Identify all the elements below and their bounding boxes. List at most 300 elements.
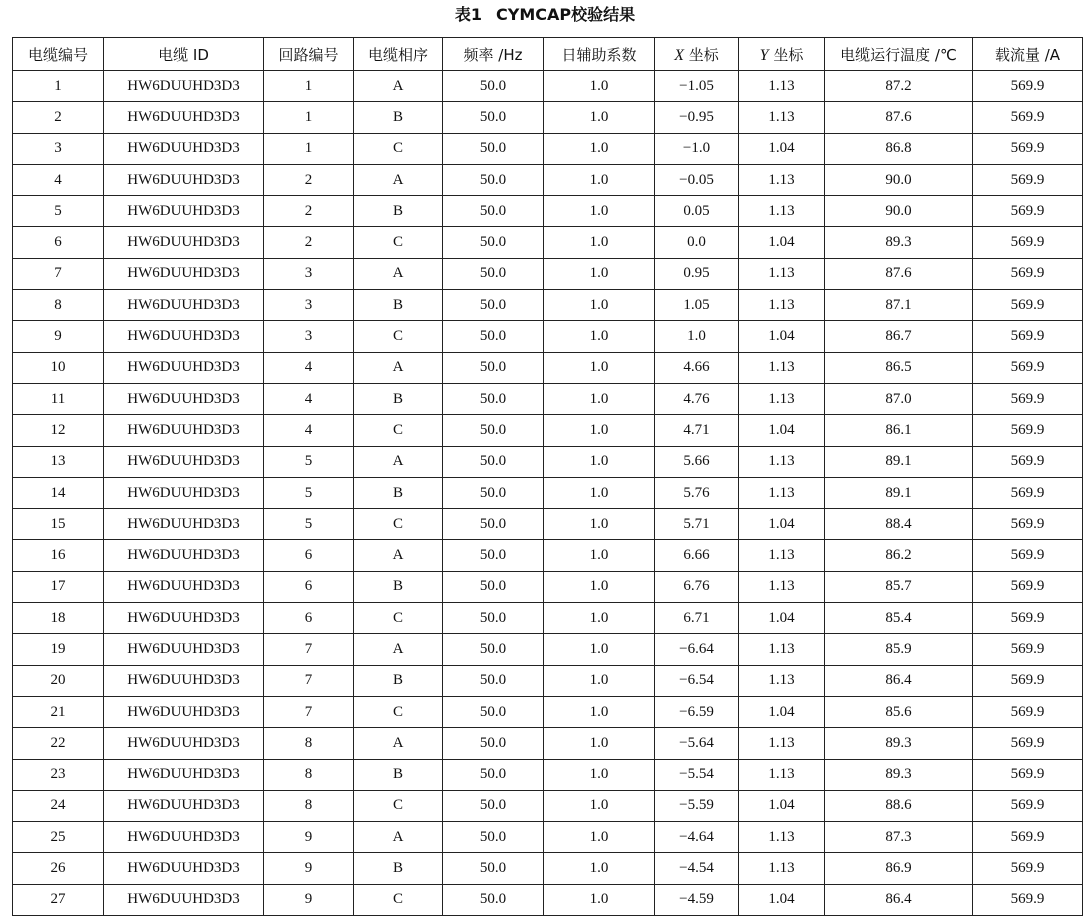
cell-cable-no: 18 bbox=[13, 603, 104, 634]
table-row bbox=[13, 71, 1083, 102]
cell-frequency: 50.0 bbox=[443, 383, 544, 414]
cell-phase: B bbox=[354, 853, 443, 884]
cell-temperature: 87.6 bbox=[825, 258, 973, 289]
cell-phase: A bbox=[354, 634, 443, 665]
cell-cable-id: HW6DUUHD3D3 bbox=[104, 822, 264, 853]
cell-y-coord: 1.04 bbox=[739, 603, 825, 634]
cell-temperature: 87.2 bbox=[825, 71, 973, 102]
table-row bbox=[13, 164, 1083, 195]
cell-y-coord: 1.13 bbox=[739, 822, 825, 853]
cell-x-coord: −4.59 bbox=[655, 884, 739, 915]
table-row bbox=[13, 196, 1083, 227]
col-header-daily-factor: 日辅助系数 bbox=[544, 38, 655, 71]
cell-ampacity: 569.9 bbox=[973, 258, 1083, 289]
table-row bbox=[13, 290, 1083, 321]
cell-temperature: 90.0 bbox=[825, 196, 973, 227]
cell-frequency: 50.0 bbox=[443, 728, 544, 759]
cell-cable-no: 5 bbox=[13, 196, 104, 227]
cell-cable-id: HW6DUUHD3D3 bbox=[104, 540, 264, 571]
cell-cable-id: HW6DUUHD3D3 bbox=[104, 383, 264, 414]
cell-phase: A bbox=[354, 71, 443, 102]
cell-temperature: 87.1 bbox=[825, 290, 973, 321]
cell-y-coord: 1.13 bbox=[739, 258, 825, 289]
table-row bbox=[13, 133, 1083, 164]
table-row bbox=[13, 571, 1083, 602]
cell-daily-factor: 1.0 bbox=[544, 258, 655, 289]
cell-y-coord: 1.13 bbox=[739, 571, 825, 602]
cell-x-coord: 0.05 bbox=[655, 196, 739, 227]
cell-y-coord: 1.04 bbox=[739, 227, 825, 258]
cell-cable-no: 11 bbox=[13, 383, 104, 414]
cell-x-coord: 6.76 bbox=[655, 571, 739, 602]
cell-circuit-no: 4 bbox=[264, 415, 354, 446]
cell-cable-id: HW6DUUHD3D3 bbox=[104, 884, 264, 915]
table-row bbox=[13, 415, 1083, 446]
cell-daily-factor: 1.0 bbox=[544, 196, 655, 227]
cell-x-coord: 4.71 bbox=[655, 415, 739, 446]
cell-phase: C bbox=[354, 133, 443, 164]
cell-frequency: 50.0 bbox=[443, 790, 544, 821]
cell-cable-no: 24 bbox=[13, 790, 104, 821]
cell-frequency: 50.0 bbox=[443, 759, 544, 790]
cell-temperature: 89.1 bbox=[825, 446, 973, 477]
cell-daily-factor: 1.0 bbox=[544, 759, 655, 790]
table-row bbox=[13, 728, 1083, 759]
cell-cable-id: HW6DUUHD3D3 bbox=[104, 696, 264, 727]
cell-circuit-no: 6 bbox=[264, 571, 354, 602]
cell-frequency: 50.0 bbox=[443, 540, 544, 571]
cell-phase: B bbox=[354, 383, 443, 414]
cell-x-coord: −6.64 bbox=[655, 634, 739, 665]
cell-temperature: 85.9 bbox=[825, 634, 973, 665]
cell-daily-factor: 1.0 bbox=[544, 540, 655, 571]
cell-x-coord: −6.54 bbox=[655, 665, 739, 696]
cell-ampacity: 569.9 bbox=[973, 540, 1083, 571]
cell-x-coord: −4.54 bbox=[655, 853, 739, 884]
cell-circuit-no: 9 bbox=[264, 853, 354, 884]
cell-cable-id: HW6DUUHD3D3 bbox=[104, 790, 264, 821]
cell-frequency: 50.0 bbox=[443, 196, 544, 227]
cell-ampacity: 569.9 bbox=[973, 603, 1083, 634]
cell-cable-id: HW6DUUHD3D3 bbox=[104, 321, 264, 352]
cell-x-coord: −1.05 bbox=[655, 71, 739, 102]
cell-frequency: 50.0 bbox=[443, 321, 544, 352]
cell-frequency: 50.0 bbox=[443, 696, 544, 727]
cell-daily-factor: 1.0 bbox=[544, 665, 655, 696]
cell-y-coord: 1.13 bbox=[739, 352, 825, 383]
cell-daily-factor: 1.0 bbox=[544, 603, 655, 634]
cell-y-coord: 1.13 bbox=[739, 477, 825, 508]
cell-cable-id: HW6DUUHD3D3 bbox=[104, 853, 264, 884]
cell-temperature: 89.3 bbox=[825, 227, 973, 258]
cell-temperature: 86.5 bbox=[825, 352, 973, 383]
cell-daily-factor: 1.0 bbox=[544, 71, 655, 102]
cell-circuit-no: 4 bbox=[264, 352, 354, 383]
cell-phase: B bbox=[354, 759, 443, 790]
cell-daily-factor: 1.0 bbox=[544, 415, 655, 446]
cell-daily-factor: 1.0 bbox=[544, 352, 655, 383]
cell-x-coord: 6.66 bbox=[655, 540, 739, 571]
cell-daily-factor: 1.0 bbox=[544, 227, 655, 258]
cell-circuit-no: 1 bbox=[264, 102, 354, 133]
cell-daily-factor: 1.0 bbox=[544, 290, 655, 321]
cell-ampacity: 569.9 bbox=[973, 822, 1083, 853]
cell-cable-id: HW6DUUHD3D3 bbox=[104, 728, 264, 759]
cell-phase: A bbox=[354, 258, 443, 289]
cell-phase: A bbox=[354, 728, 443, 759]
cell-y-coord: 1.04 bbox=[739, 790, 825, 821]
cell-y-coord: 1.13 bbox=[739, 71, 825, 102]
cell-circuit-no: 5 bbox=[264, 509, 354, 540]
cell-daily-factor: 1.0 bbox=[544, 477, 655, 508]
cell-phase: C bbox=[354, 415, 443, 446]
cell-temperature: 86.7 bbox=[825, 321, 973, 352]
cell-cable-no: 7 bbox=[13, 258, 104, 289]
cell-phase: B bbox=[354, 196, 443, 227]
cell-temperature: 86.9 bbox=[825, 853, 973, 884]
col-header-y-coord: Y 坐标 bbox=[739, 38, 825, 71]
col-header-phase: 电缆相序 bbox=[354, 38, 443, 71]
table-number: 表1 bbox=[454, 5, 483, 24]
table-row bbox=[13, 352, 1083, 383]
cell-circuit-no: 8 bbox=[264, 759, 354, 790]
cell-x-coord: −5.64 bbox=[655, 728, 739, 759]
cell-cable-no: 2 bbox=[13, 102, 104, 133]
cell-cable-id: HW6DUUHD3D3 bbox=[104, 258, 264, 289]
cell-x-coord: 0.0 bbox=[655, 227, 739, 258]
cell-cable-no: 6 bbox=[13, 227, 104, 258]
cell-cable-no: 22 bbox=[13, 728, 104, 759]
cell-daily-factor: 1.0 bbox=[544, 822, 655, 853]
col-header-temperature: 电缆运行温度 /℃ bbox=[825, 38, 973, 71]
cell-circuit-no: 3 bbox=[264, 258, 354, 289]
cell-temperature: 86.4 bbox=[825, 665, 973, 696]
cell-phase: C bbox=[354, 321, 443, 352]
cell-temperature: 86.2 bbox=[825, 540, 973, 571]
cell-x-coord: 5.76 bbox=[655, 477, 739, 508]
cell-daily-factor: 1.0 bbox=[544, 696, 655, 727]
cell-frequency: 50.0 bbox=[443, 352, 544, 383]
cell-frequency: 50.0 bbox=[443, 415, 544, 446]
cell-phase: A bbox=[354, 446, 443, 477]
cell-cable-no: 10 bbox=[13, 352, 104, 383]
cell-ampacity: 569.9 bbox=[973, 164, 1083, 195]
cell-frequency: 50.0 bbox=[443, 446, 544, 477]
cell-ampacity: 569.9 bbox=[973, 477, 1083, 508]
cell-ampacity: 569.9 bbox=[973, 352, 1083, 383]
cell-daily-factor: 1.0 bbox=[544, 853, 655, 884]
table-row bbox=[13, 603, 1083, 634]
cell-cable-id: HW6DUUHD3D3 bbox=[104, 634, 264, 665]
cell-circuit-no: 1 bbox=[264, 71, 354, 102]
cell-temperature: 87.0 bbox=[825, 383, 973, 414]
cell-cable-no: 12 bbox=[13, 415, 104, 446]
cell-frequency: 50.0 bbox=[443, 258, 544, 289]
cell-ampacity: 569.9 bbox=[973, 383, 1083, 414]
cell-y-coord: 1.13 bbox=[739, 634, 825, 665]
cell-ampacity: 569.9 bbox=[973, 571, 1083, 602]
cell-daily-factor: 1.0 bbox=[544, 790, 655, 821]
cell-x-coord: 1.0 bbox=[655, 321, 739, 352]
cell-frequency: 50.0 bbox=[443, 133, 544, 164]
cell-cable-no: 1 bbox=[13, 71, 104, 102]
cell-ampacity: 569.9 bbox=[973, 759, 1083, 790]
col-header-cable-id: 电缆 ID bbox=[104, 38, 264, 71]
cell-cable-no: 26 bbox=[13, 853, 104, 884]
cell-y-coord: 1.13 bbox=[739, 540, 825, 571]
cell-frequency: 50.0 bbox=[443, 164, 544, 195]
cell-ampacity: 569.9 bbox=[973, 853, 1083, 884]
cell-cable-no: 3 bbox=[13, 133, 104, 164]
cell-ampacity: 569.9 bbox=[973, 196, 1083, 227]
cell-y-coord: 1.13 bbox=[739, 853, 825, 884]
cell-ampacity: 569.9 bbox=[973, 227, 1083, 258]
cell-y-coord: 1.04 bbox=[739, 884, 825, 915]
cell-x-coord: −6.59 bbox=[655, 696, 739, 727]
cell-cable-no: 16 bbox=[13, 540, 104, 571]
table-row bbox=[13, 759, 1083, 790]
cell-temperature: 87.3 bbox=[825, 822, 973, 853]
cell-x-coord: −0.05 bbox=[655, 164, 739, 195]
cell-x-coord: 4.66 bbox=[655, 352, 739, 383]
cell-circuit-no: 6 bbox=[264, 540, 354, 571]
cell-cable-id: HW6DUUHD3D3 bbox=[104, 227, 264, 258]
cell-ampacity: 569.9 bbox=[973, 290, 1083, 321]
cell-temperature: 89.3 bbox=[825, 759, 973, 790]
cell-phase: A bbox=[354, 352, 443, 383]
cell-circuit-no: 8 bbox=[264, 790, 354, 821]
table-row bbox=[13, 634, 1083, 665]
table-caption bbox=[0, 0, 1090, 34]
cell-phase: C bbox=[354, 603, 443, 634]
cell-phase: C bbox=[354, 790, 443, 821]
cell-frequency: 50.0 bbox=[443, 477, 544, 508]
cell-temperature: 89.3 bbox=[825, 728, 973, 759]
cell-ampacity: 569.9 bbox=[973, 634, 1083, 665]
cell-circuit-no: 9 bbox=[264, 822, 354, 853]
cell-frequency: 50.0 bbox=[443, 822, 544, 853]
table-header bbox=[13, 38, 1083, 71]
cell-ampacity: 569.9 bbox=[973, 696, 1083, 727]
cell-circuit-no: 5 bbox=[264, 477, 354, 508]
cell-cable-no: 21 bbox=[13, 696, 104, 727]
table-row bbox=[13, 446, 1083, 477]
cell-cable-no: 17 bbox=[13, 571, 104, 602]
cell-frequency: 50.0 bbox=[443, 290, 544, 321]
cell-ampacity: 569.9 bbox=[973, 321, 1083, 352]
cell-x-coord: 6.71 bbox=[655, 603, 739, 634]
cell-frequency: 50.0 bbox=[443, 634, 544, 665]
cell-circuit-no: 7 bbox=[264, 634, 354, 665]
cell-cable-no: 14 bbox=[13, 477, 104, 508]
cell-y-coord: 1.13 bbox=[739, 290, 825, 321]
table-row bbox=[13, 477, 1083, 508]
table-title: CYMCAP校验结果 bbox=[496, 5, 636, 24]
cell-daily-factor: 1.0 bbox=[544, 321, 655, 352]
cell-phase: B bbox=[354, 477, 443, 508]
cell-x-coord: 0.95 bbox=[655, 258, 739, 289]
cell-ampacity: 569.9 bbox=[973, 665, 1083, 696]
cell-y-coord: 1.13 bbox=[739, 728, 825, 759]
table-row bbox=[13, 884, 1083, 915]
table-row bbox=[13, 822, 1083, 853]
cell-ampacity: 569.9 bbox=[973, 446, 1083, 477]
col-header-ampacity: 载流量 /A bbox=[973, 38, 1083, 71]
cell-temperature: 87.6 bbox=[825, 102, 973, 133]
cell-ampacity: 569.9 bbox=[973, 133, 1083, 164]
cell-y-coord: 1.04 bbox=[739, 415, 825, 446]
table-row bbox=[13, 790, 1083, 821]
cell-x-coord: 5.66 bbox=[655, 446, 739, 477]
header-row bbox=[13, 38, 1083, 71]
cell-ampacity: 569.9 bbox=[973, 790, 1083, 821]
cell-y-coord: 1.13 bbox=[739, 446, 825, 477]
cell-ampacity: 569.9 bbox=[973, 884, 1083, 915]
cell-frequency: 50.0 bbox=[443, 509, 544, 540]
cell-frequency: 50.0 bbox=[443, 227, 544, 258]
cell-x-coord: 5.71 bbox=[655, 509, 739, 540]
cell-x-coord: 4.76 bbox=[655, 383, 739, 414]
cell-cable-id: HW6DUUHD3D3 bbox=[104, 196, 264, 227]
table-row bbox=[13, 258, 1083, 289]
cell-cable-id: HW6DUUHD3D3 bbox=[104, 477, 264, 508]
cell-cable-id: HW6DUUHD3D3 bbox=[104, 71, 264, 102]
cell-daily-factor: 1.0 bbox=[544, 571, 655, 602]
cell-daily-factor: 1.0 bbox=[544, 383, 655, 414]
cell-cable-id: HW6DUUHD3D3 bbox=[104, 352, 264, 383]
cell-ampacity: 569.9 bbox=[973, 415, 1083, 446]
cell-x-coord: −4.64 bbox=[655, 822, 739, 853]
cell-cable-no: 15 bbox=[13, 509, 104, 540]
cell-cable-id: HW6DUUHD3D3 bbox=[104, 759, 264, 790]
col-header-circuit-no: 回路编号 bbox=[264, 38, 354, 71]
cell-cable-id: HW6DUUHD3D3 bbox=[104, 446, 264, 477]
cell-y-coord: 1.04 bbox=[739, 321, 825, 352]
cell-cable-id: HW6DUUHD3D3 bbox=[104, 164, 264, 195]
cell-frequency: 50.0 bbox=[443, 603, 544, 634]
cell-phase: C bbox=[354, 227, 443, 258]
cell-y-coord: 1.13 bbox=[739, 102, 825, 133]
cell-cable-no: 19 bbox=[13, 634, 104, 665]
table-row bbox=[13, 321, 1083, 352]
cell-frequency: 50.0 bbox=[443, 571, 544, 602]
cell-phase: C bbox=[354, 884, 443, 915]
cell-y-coord: 1.04 bbox=[739, 509, 825, 540]
cell-ampacity: 569.9 bbox=[973, 102, 1083, 133]
cell-y-coord: 1.13 bbox=[739, 196, 825, 227]
cell-x-coord: 1.05 bbox=[655, 290, 739, 321]
cell-temperature: 85.7 bbox=[825, 571, 973, 602]
cell-phase: C bbox=[354, 696, 443, 727]
cell-phase: B bbox=[354, 571, 443, 602]
cell-cable-id: HW6DUUHD3D3 bbox=[104, 571, 264, 602]
cell-y-coord: 1.13 bbox=[739, 665, 825, 696]
cell-temperature: 88.6 bbox=[825, 790, 973, 821]
cell-temperature: 85.6 bbox=[825, 696, 973, 727]
cymcap-results-table bbox=[12, 37, 1083, 916]
cell-temperature: 88.4 bbox=[825, 509, 973, 540]
cell-temperature: 89.1 bbox=[825, 477, 973, 508]
table-body bbox=[13, 71, 1083, 916]
cell-cable-no: 9 bbox=[13, 321, 104, 352]
cell-phase: B bbox=[354, 665, 443, 696]
cell-circuit-no: 2 bbox=[264, 164, 354, 195]
cell-phase: A bbox=[354, 164, 443, 195]
cell-phase: A bbox=[354, 822, 443, 853]
cell-circuit-no: 7 bbox=[264, 665, 354, 696]
cell-cable-no: 25 bbox=[13, 822, 104, 853]
cell-cable-id: HW6DUUHD3D3 bbox=[104, 509, 264, 540]
cell-frequency: 50.0 bbox=[443, 853, 544, 884]
cell-circuit-no: 5 bbox=[264, 446, 354, 477]
col-header-x-coord: X 坐标 bbox=[655, 38, 739, 71]
cell-phase: B bbox=[354, 102, 443, 133]
cell-daily-factor: 1.0 bbox=[544, 133, 655, 164]
cell-temperature: 90.0 bbox=[825, 164, 973, 195]
cell-daily-factor: 1.0 bbox=[544, 164, 655, 195]
cell-x-coord: −0.95 bbox=[655, 102, 739, 133]
table-row bbox=[13, 383, 1083, 414]
table-row bbox=[13, 102, 1083, 133]
cell-y-coord: 1.04 bbox=[739, 133, 825, 164]
cell-phase: A bbox=[354, 540, 443, 571]
table-row bbox=[13, 853, 1083, 884]
cell-cable-id: HW6DUUHD3D3 bbox=[104, 102, 264, 133]
cell-cable-no: 13 bbox=[13, 446, 104, 477]
table-row bbox=[13, 665, 1083, 696]
cell-cable-no: 23 bbox=[13, 759, 104, 790]
cell-daily-factor: 1.0 bbox=[544, 102, 655, 133]
cell-phase: B bbox=[354, 290, 443, 321]
cell-phase: C bbox=[354, 509, 443, 540]
table-row bbox=[13, 509, 1083, 540]
col-header-cable-no: 电缆编号 bbox=[13, 38, 104, 71]
cell-circuit-no: 6 bbox=[264, 603, 354, 634]
cell-ampacity: 569.9 bbox=[973, 509, 1083, 540]
cell-cable-no: 27 bbox=[13, 884, 104, 915]
cell-y-coord: 1.04 bbox=[739, 696, 825, 727]
cell-temperature: 86.8 bbox=[825, 133, 973, 164]
cell-daily-factor: 1.0 bbox=[544, 728, 655, 759]
cell-cable-no: 20 bbox=[13, 665, 104, 696]
table-row bbox=[13, 540, 1083, 571]
cell-y-coord: 1.13 bbox=[739, 383, 825, 414]
cell-circuit-no: 1 bbox=[264, 133, 354, 164]
cell-circuit-no: 8 bbox=[264, 728, 354, 759]
cell-x-coord: −5.59 bbox=[655, 790, 739, 821]
cell-cable-id: HW6DUUHD3D3 bbox=[104, 603, 264, 634]
cell-cable-no: 4 bbox=[13, 164, 104, 195]
cell-y-coord: 1.13 bbox=[739, 164, 825, 195]
cell-cable-id: HW6DUUHD3D3 bbox=[104, 665, 264, 696]
cell-ampacity: 569.9 bbox=[973, 71, 1083, 102]
cell-circuit-no: 9 bbox=[264, 884, 354, 915]
cell-frequency: 50.0 bbox=[443, 665, 544, 696]
cell-temperature: 86.1 bbox=[825, 415, 973, 446]
cell-circuit-no: 3 bbox=[264, 321, 354, 352]
cell-frequency: 50.0 bbox=[443, 102, 544, 133]
cell-circuit-no: 2 bbox=[264, 196, 354, 227]
cell-frequency: 50.0 bbox=[443, 884, 544, 915]
cell-daily-factor: 1.0 bbox=[544, 884, 655, 915]
cell-ampacity: 569.9 bbox=[973, 728, 1083, 759]
cell-circuit-no: 7 bbox=[264, 696, 354, 727]
cell-frequency: 50.0 bbox=[443, 71, 544, 102]
cell-daily-factor: 1.0 bbox=[544, 634, 655, 665]
cell-daily-factor: 1.0 bbox=[544, 446, 655, 477]
table-row bbox=[13, 696, 1083, 727]
cell-x-coord: −5.54 bbox=[655, 759, 739, 790]
